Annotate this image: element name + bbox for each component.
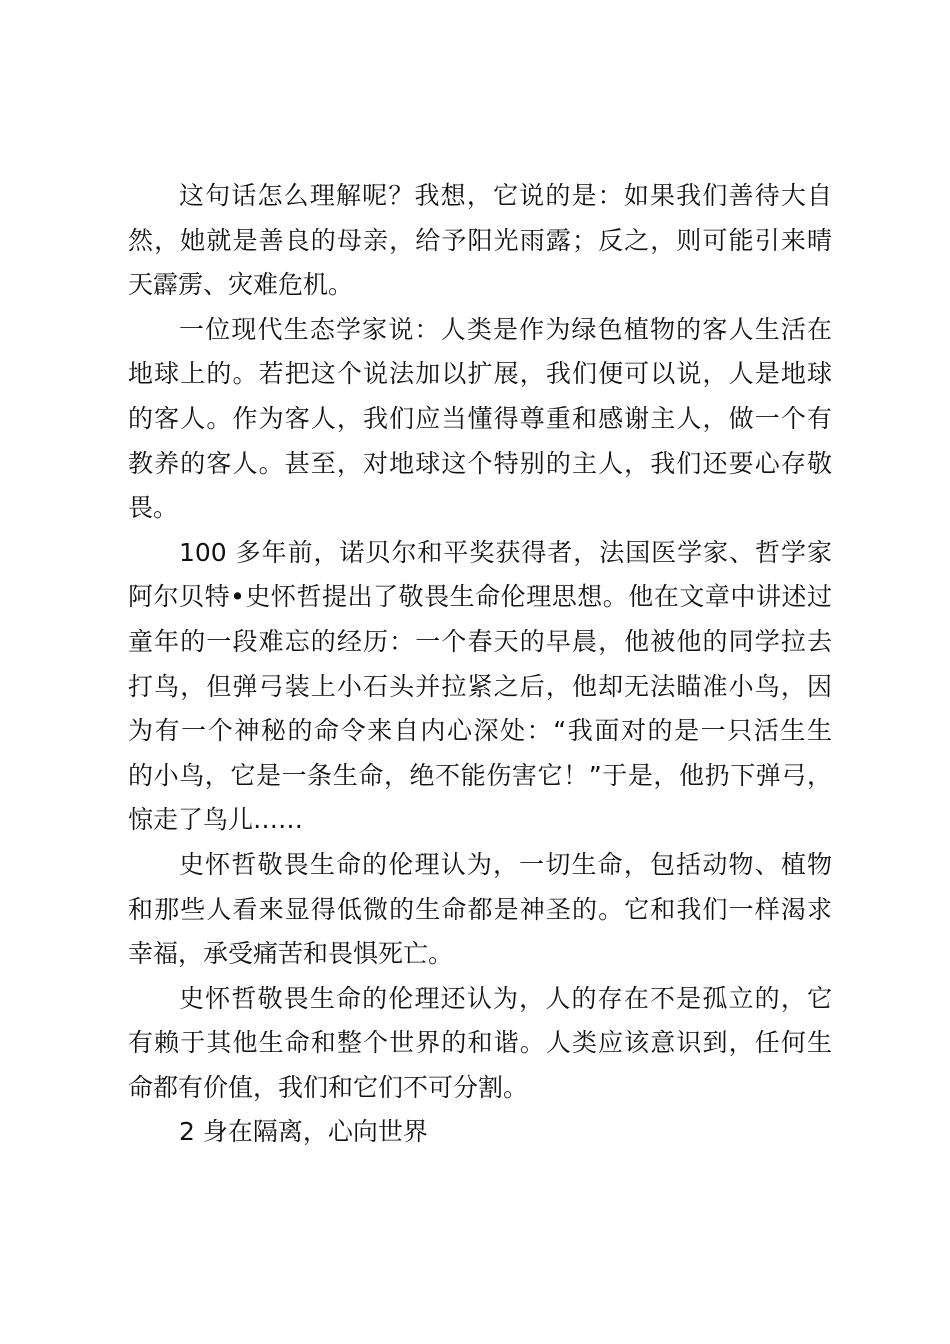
paragraph-line: 打鸟，但弹弓装上小石头并拉紧之后，他却无法瞄准小鸟，因 [128,671,832,701]
paragraph-line: 有赖于其他生命和整个世界的和谐。人类应该意识到，任何生 [128,1028,832,1058]
paragraph-line: 的客人。作为客人，我们应当懂得尊重和感谢主人，做一个有 [128,403,832,433]
paragraph-line: 教养的客人。甚至，对地球这个特别的主人，我们还要心存敬 [128,448,832,478]
paragraph-line: 和那些人看来显得低微的生命都是神圣的。它和我们一样渴求 [128,894,832,924]
paragraph-line: 然，她就是善良的母亲，给予阳光雨露；反之，则可能引来晴 [128,225,832,255]
paragraph-line: 命都有价值，我们和它们不可分割。 [128,1072,529,1102]
paragraph-line: 天霹雳、灾难危机。 [128,270,354,300]
section-heading: 2 身在隔离，心向世界 [179,1117,428,1147]
paragraph-line: 这句话怎么理解呢？我想，它说的是：如果我们善待大自 [179,181,832,210]
paragraph-line: 童年的一段难忘的经历：一个春天的早晨，他被他的同学拉去 [128,626,832,656]
body-text [128,174,832,1155]
paragraph-line: 为有一个神秘的命令来自内心深处：“我面对的是一只活生生 [128,716,832,746]
paragraph-line: 地球上的。若把这个说法加以扩展，我们便可以说，人是地球 [128,359,832,389]
paragraph-line: 一位现代生态学家说：人类是作为绿色植物的客人生活在 [179,314,832,344]
paragraph-line: 史怀哲敬畏生命的伦理认为，一切生命，包括动物、植物 [179,849,832,879]
paragraph-line: 惊走了鸟儿…… [128,805,304,835]
paragraph-line: 幸福，承受痛苦和畏惧死亡。 [128,939,454,969]
paragraph-line: 阿尔贝特•史怀哲提出了敬畏生命伦理思想。他在文章中讲述过 [128,582,832,612]
paragraph-line: 史怀哲敬畏生命的伦理还认为，人的存在不是孤立的，它 [179,983,832,1013]
paragraph-line: 100 多年前，诺贝尔和平奖获得者，法国医学家、哲学家 [179,537,832,567]
paragraph-line: 畏。 [128,493,179,523]
paragraph-line: 的小鸟，它是一条生命，绝不能伤害它！”于是，他扔下弹弓， [128,760,832,790]
